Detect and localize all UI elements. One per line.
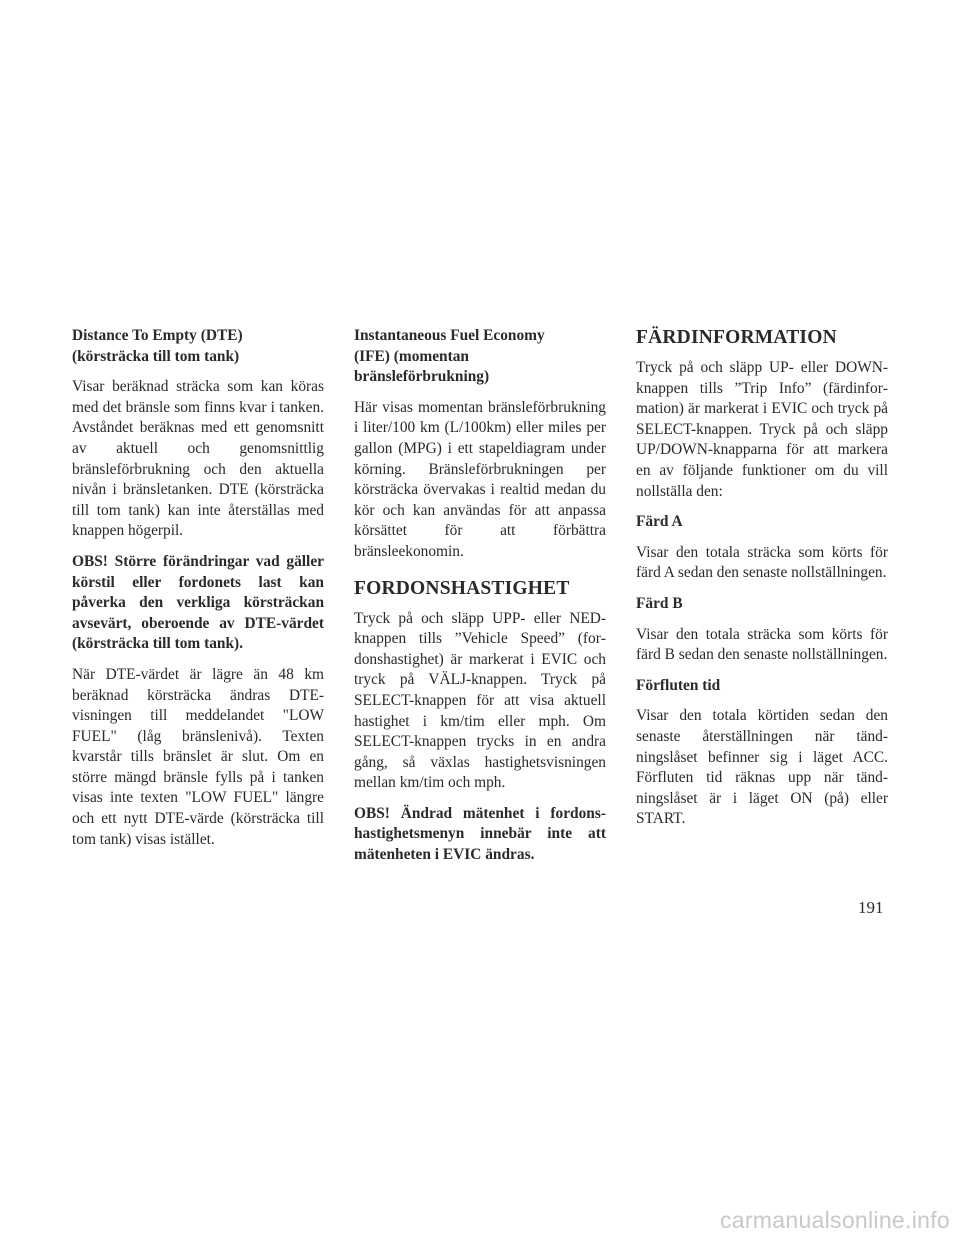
vehicle-speed-note: OBS! Ändrad mätenhet i fordonshastighetsmenyn innebär inte att mätenheten i EVIC ändras. [354,804,606,864]
page-number: 191 [858,898,884,917]
ife-heading-line1: Instantaneous Fuel Economy [354,327,545,344]
watermark: carmanualsonline.info [719,1207,950,1233]
ife-paragraph: Här visas momentan bränsleförbrukning i liter/100 km (L/100km) eller miles per gallon (MPG) i ett stapeldiagram under körning. Bränsleförbrukningen per körsträcka övervakas i realtid medan du kör och kan användas för att anpassa körsättet för att förbättra bränsleekonomin. [354,398,606,560]
vehicle-speed-paragraph: Tryck på och släpp UPP- eller NED-knappen tills ”Vehicle Speed” (fordonshastighet) är markerat i EVIC och tryck på VÄLJ-knappen. Tryck på SELECT-knappen för att visa aktuell hastighet i km/tim eller mph. Om SELECT-knappen trycks in en andra gång, så växlas hastighetsvisningen mellan km/tim och mph. [354,609,606,792]
trip-info-intro: Tryck på och släpp UP- eller DOWN-knappen tills ”Trip Info” (färdinformation) är markerat i EVIC och tryck på SELECT-knappen. Tryck på och släpp UP/DOWN-knapparna för att markera en av följande funktioner om du vill nollställa den: [636,359,888,500]
ife-heading [354,326,606,388]
dte-note: OBS! Större förändringar vad gäller körstil eller fordonets last kan påverka den verkliga körsträckan avsevärt, oberoende av DTE-värdet (körsträcka till tom tank). [72,552,324,653]
dte-heading-line1: Distance To Empty (DTE) [72,327,243,344]
trip-b-text: Visar den totala sträcka som körts för färd B sedan den senaste nollställningen. [636,625,888,664]
elapsed-time-heading: Förfluten tid [636,676,721,694]
ife-heading-line3: bränsleförbrukning) [354,368,490,386]
dte-paragraph: Visar beräknad sträcka som kan köras med det bränsle som finns kvar i tanken. Avståndet beräknas med ett genomsnitt av aktuell och genomsnittlig bränsleförbrukning och den aktuella nivån i bränsletanken. DTE (körsträcka till tom tank) kan inte återställas med knappen högerpil. [72,378,324,540]
trip-a-text: Visar den totala sträcka som körts för färd A sedan den senaste nollställningen. [636,543,888,582]
middle-column [354,326,606,876]
dte-heading [72,326,324,367]
trip-a-heading: Färd A [636,513,683,531]
trip-b-heading: Färd B [636,594,683,612]
elapsed-time-text: Visar den totala körtiden sedan den senaste återställningen när tändningslåset befinner sig i läget ACC. Förfluten tid räknas upp när tändningslåset är i läget ON (på) eller START. [636,707,888,828]
dte-heading-line2: (körsträcka till tom tank) [72,347,240,365]
left-column [72,326,324,860]
trip-info-section-title: FÄRDINFORMATION [636,327,837,348]
ife-heading-line2: (IFE) (momentan [354,347,469,365]
vehicle-speed-section-title: FORDONSHASTIGHET [354,577,570,599]
low-fuel-paragraph: När DTE-värdet är lägre än 48 km beräknad körsträcka ändras DTE-visningen till meddelandet "LOW FUEL" (låg bränslenivå). Texten kvarstår tills bränslet är slut. Om en större mängd bränsle fylls på i tanken visas inte texten "LOW FUEL" längre och ett nytt DTE-värde (körsträcka till tom tank) visas istället. [72,665,324,848]
right-column [636,326,888,840]
